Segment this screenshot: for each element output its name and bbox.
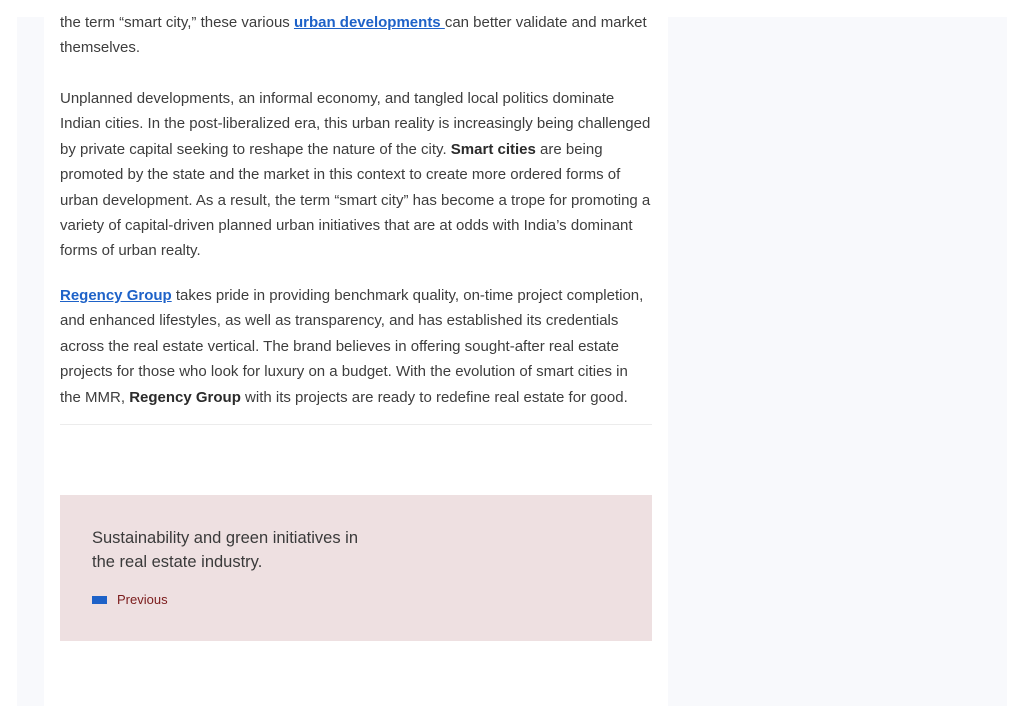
arrow-left-icon <box>92 596 107 604</box>
p3-text-end: with its projects are ready to redefine real estate for good. <box>240 388 628 406</box>
article-divider <box>60 424 652 425</box>
article-paragraph-1 <box>60 10 652 61</box>
article-paragraph-2 <box>60 86 652 264</box>
p2-text-start: Unplanned developments, an informal economy, and tangled local politics dominate Indian cities. In the post-liberalized era, this urban reality is increasingly being challenged by private capital seeking to reshape the nature of the city. <box>60 90 651 158</box>
previous-post-title[interactable]: Sustainability and green initiatives in the real estate industry. <box>92 529 358 571</box>
urban-developments-link[interactable]: urban developments <box>293 14 445 31</box>
sidebar-column <box>668 17 1007 706</box>
smart-cities-bold: Smart cities <box>450 140 536 158</box>
previous-post-link[interactable] <box>92 592 168 607</box>
p1-text-end: can better validate and market themselves. <box>60 14 647 57</box>
regency-group-bold: Regency Group <box>129 388 241 406</box>
p2-text-end: are being promoted by the state and the market in this context to create more ordered forms of urban development. As a result, the term “smart city” has become a trope for promoting a variety of capital-driven planned urban initiatives that are at odds with India’s dominant forms of urban realty. <box>60 140 651 260</box>
p1-text-start: the term “smart city,” these various <box>60 14 294 31</box>
previous-post-card[interactable] <box>60 495 652 641</box>
article-paragraph-3 <box>60 283 652 410</box>
previous-label[interactable]: Previous <box>117 592 168 607</box>
p3-text-middle: takes pride in providing benchmark quality, on-time project completion, and enhanced lifestyles, as well as transparency, and has established its credentials across the real estate vertical. The brand believes in offering sought-after real estate projects for those who look for luxury on a budget. With the evolution of smart cities in the MMR, <box>60 287 644 406</box>
regency-group-link[interactable]: Regency Group <box>60 287 172 304</box>
